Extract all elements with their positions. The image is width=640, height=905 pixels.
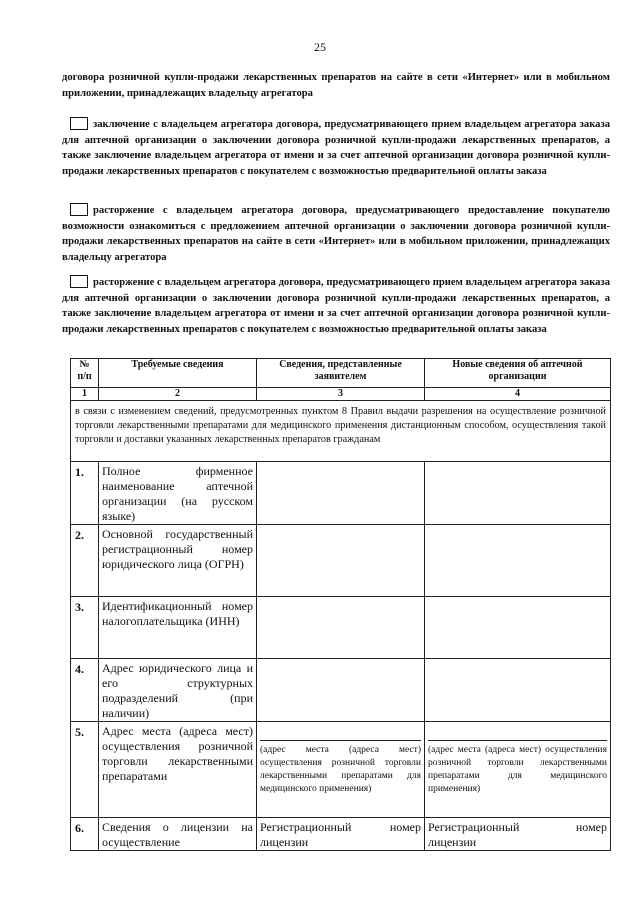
option-termination-offer-agreement [62,203,610,265]
license-word: лицензии [260,835,309,849]
new-value-cell[interactable] [425,525,611,597]
page-number: 25 [314,40,326,54]
table-row [71,525,611,597]
table-row [71,722,611,818]
table-row [71,659,611,722]
header-new-info: Новые сведения об аптечной организации [425,359,611,388]
row-number: 6. [71,818,99,851]
table-header-row [71,359,611,388]
column-number: 2 [99,388,257,401]
address-hint: (адрес места (адреса мест) осуществления розничной торговли лекарственными препаратами для медицинского применения) [428,745,607,794]
license-word: Регистрационный [260,820,352,834]
applicant-value-cell[interactable] [257,722,425,818]
checkbox-conclusion-order[interactable] [70,117,88,130]
row-label: Адрес юридического лица и его структурных подразделений (при наличии) [99,659,257,722]
column-number: 1 [71,388,99,401]
new-value-cell[interactable] [425,462,611,525]
license-word: Регистрационный [428,820,520,834]
checkbox-termination-offer[interactable] [70,203,88,216]
fill-line [428,740,607,741]
row-label: Полное фирменное наименование аптечной организации (на русском языке) [99,462,257,525]
new-value-cell[interactable] [425,597,611,659]
row-number: 5. [71,722,99,818]
option-text: расторжение с владельцем агрегатора договора, предусматривающего предоставление покупателю возможности ознакомиться с предложением аптечной организации о заключении договора розничной купли-продажи лекарственных препаратов на сайте в сети «Интернет» или в мобильном приложении, принадлежащих владельцу агрегатора [62,205,610,263]
new-license-cell[interactable] [425,818,611,851]
row-label: Сведения о лицензии на осуществление [99,818,257,851]
applicant-value-cell[interactable] [257,462,425,525]
header-number: № п/п [71,359,99,388]
table-row [71,462,611,525]
fill-line [260,740,421,741]
row-number: 4. [71,659,99,722]
section-description: в связи с изменением сведений, предусмотренных пунктом 8 Правил выдачи разрешения на осуществление розничной торговли лекарственными препаратами для медицинского применения дистанционным способом, осуществления такой торговли и доставки указанных лекарственных препаратов гражданам [71,401,611,462]
row-number: 2. [71,525,99,597]
license-word: номер [389,820,421,834]
applicant-value-cell[interactable] [257,659,425,722]
checkbox-termination-order[interactable] [70,275,88,288]
license-word: номер [575,820,607,834]
license-word: лицензии [428,835,477,849]
applicant-value-cell[interactable] [257,525,425,597]
row-number: 3. [71,597,99,659]
row-label: Идентификационный номер налогоплательщика (ИНН) [99,597,257,659]
table-row [71,597,611,659]
section-row [71,401,611,462]
header-required-info: Требуемые сведения [99,359,257,388]
row-label: Основной государственный регистрационный номер юридического лица (ОГРН) [99,525,257,597]
header-applicant-info: Сведения, представленные заявителем [257,359,425,388]
applicant-value-cell[interactable] [257,597,425,659]
row-number: 1. [71,462,99,525]
applicant-license-cell[interactable] [257,818,425,851]
option-conclusion-order-agreement [62,117,610,179]
option-text: расторжение с владельцем агрегатора договора, предусматривающего прием владельцем агрегатора заказа для аптечной организации о заключении договора розничной купли-продажи лекарственных препаратов, а также заключение владельцем агрегатора от имени и за счет аптечной организации договора розничной купли-продажи лекарственных препаратов с покупателем с возможностью предварительной оплаты заказа [62,277,610,335]
address-hint: (адрес места (адреса мест) осуществления розничной торговли лекарственными препаратами для медицинского применения) [260,745,421,794]
option-termination-order-agreement [62,275,610,337]
table-row [71,818,611,851]
information-table [70,358,611,851]
row-label: Адрес места (адреса мест) осуществления розничной торговли лекарственными препаратами [99,722,257,818]
column-number: 4 [425,388,611,401]
paragraph-intro [62,70,610,101]
new-value-cell[interactable] [425,722,611,818]
new-value-cell[interactable] [425,659,611,722]
column-number-row [71,388,611,401]
column-number: 3 [257,388,425,401]
option-text: заключение с владельцем агрегатора договора, предусматривающего прием владельцем агрегатора заказа для аптечной организации о заключении договора розничной купли-продажи лекарственных препаратов, а также заключение владельцем агрегатора от имени и за счет аптечной организации договора розничной купли-продажи лекарственных препаратов с покупателем с возможностью предварительной оплаты заказа [62,119,610,177]
paragraph-text: договора розничной купли-продажи лекарственных препаратов на сайте в сети «Интернет» или в мобильном приложении, принадлежащих владельцу агрегатора [62,72,610,99]
